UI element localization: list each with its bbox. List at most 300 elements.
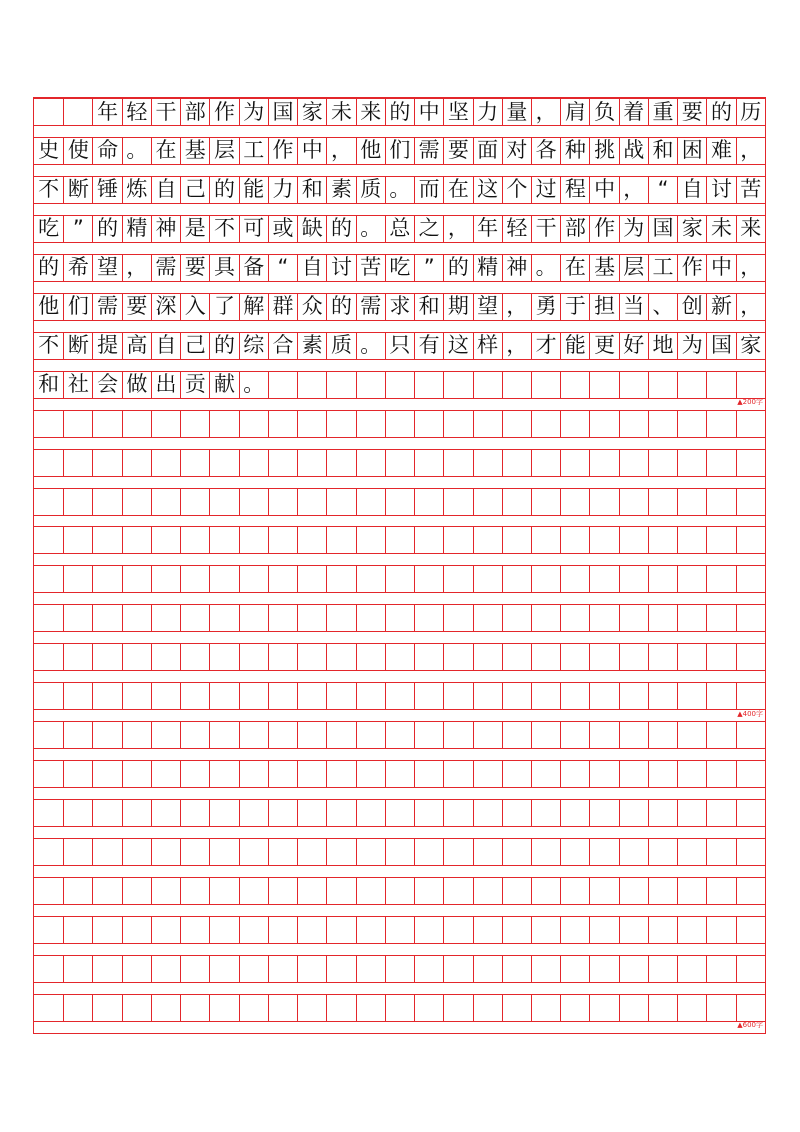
essay-char: 。 <box>535 255 557 280</box>
essay-char: ” <box>423 255 435 280</box>
grid-cell <box>443 722 472 748</box>
grid-cell <box>92 372 121 398</box>
grid-cell <box>736 605 765 631</box>
grid-cell <box>297 450 326 476</box>
grid-cell <box>180 411 209 437</box>
grid-cell <box>677 566 706 592</box>
grid-cell <box>473 333 502 359</box>
grid-cell <box>326 99 355 125</box>
grid-cell <box>92 644 121 670</box>
grid-cell <box>34 450 63 476</box>
grid-cell <box>648 761 677 787</box>
grid-cell <box>677 995 706 1021</box>
grid-cell <box>677 450 706 476</box>
essay-char: 中 <box>594 177 616 202</box>
word-count-marker: ▲400字 <box>737 709 763 718</box>
grid-cell <box>589 839 618 865</box>
essay-char: 着 <box>623 99 645 124</box>
essay-char: 或 <box>272 216 294 241</box>
grid-cell <box>443 450 472 476</box>
grid-cell <box>268 489 297 515</box>
grid-cell <box>209 683 238 709</box>
essay-char: 要 <box>184 255 206 280</box>
grid-cell <box>706 372 735 398</box>
grid-cell <box>706 800 735 826</box>
grid-cell <box>92 489 121 515</box>
grid-cell <box>560 761 589 787</box>
grid-cell <box>502 956 531 982</box>
essay-char: 苦 <box>740 177 762 202</box>
grid-cell <box>180 878 209 904</box>
grid-cell <box>502 761 531 787</box>
essay-char: 基 <box>594 255 616 280</box>
grid-cell <box>648 683 677 709</box>
grid-cell <box>619 333 648 359</box>
grid-cell <box>473 489 502 515</box>
grid-cell <box>648 605 677 631</box>
grid-cell <box>443 761 472 787</box>
grid-row <box>34 721 765 749</box>
grid-row <box>34 410 765 438</box>
essay-char: 总 <box>389 216 411 241</box>
grid-cell <box>151 839 180 865</box>
grid-cell <box>589 99 618 125</box>
grid-cell <box>589 722 618 748</box>
grid-cell <box>92 99 121 125</box>
grid-cell <box>736 216 765 242</box>
grid-cell <box>473 372 502 398</box>
grid-cell <box>326 138 355 164</box>
grid-cell <box>180 566 209 592</box>
grid-cell <box>326 294 355 320</box>
grid-cell <box>414 255 443 281</box>
grid-cell <box>239 605 268 631</box>
grid-cell <box>473 800 502 826</box>
essay-char: 家 <box>740 333 762 358</box>
grid-cell <box>268 722 297 748</box>
grid-cell <box>34 722 63 748</box>
grid-cell <box>619 489 648 515</box>
essay-char: 。 <box>126 138 148 163</box>
grid-cell <box>34 644 63 670</box>
grid-cell <box>356 294 385 320</box>
grid-cell <box>180 99 209 125</box>
essay-char: 神 <box>155 216 177 241</box>
grid-row <box>34 215 765 243</box>
grid-cell <box>502 800 531 826</box>
grid-cell <box>122 839 151 865</box>
grid-cell <box>151 489 180 515</box>
grid-cell <box>356 683 385 709</box>
grid-row <box>34 604 765 632</box>
grid-cell <box>502 489 531 515</box>
grid-row <box>34 98 765 126</box>
grid-cell <box>180 605 209 631</box>
grid-cell <box>122 761 151 787</box>
essay-char: 层 <box>623 255 645 280</box>
essay-char: 力 <box>477 99 499 124</box>
essay-char: ， <box>126 255 148 280</box>
grid-cell <box>297 605 326 631</box>
grid-cell <box>648 411 677 437</box>
grid-cell <box>677 839 706 865</box>
grid-row <box>34 643 765 671</box>
grid-cell <box>414 995 443 1021</box>
essay-char: ， <box>447 216 469 241</box>
grid-cell <box>443 683 472 709</box>
grid-cell <box>122 177 151 203</box>
grid-cell <box>356 878 385 904</box>
grid-cell <box>239 800 268 826</box>
grid-cell <box>122 605 151 631</box>
grid-cell <box>356 99 385 125</box>
grid-cell <box>34 761 63 787</box>
grid-cell <box>473 216 502 242</box>
grid-cell <box>619 956 648 982</box>
grid-cell <box>531 255 560 281</box>
grid-cell <box>63 372 92 398</box>
grid-cell <box>414 761 443 787</box>
grid-cell <box>736 177 765 203</box>
grid-cell <box>63 956 92 982</box>
grid-cell <box>63 216 92 242</box>
essay-char: 困 <box>681 138 703 163</box>
essay-char: ， <box>623 177 645 202</box>
grid-cell <box>63 177 92 203</box>
grid-cell <box>677 294 706 320</box>
grid-cell <box>385 761 414 787</box>
grid-cell <box>297 138 326 164</box>
grid-cell <box>209 917 238 943</box>
grid-cell <box>706 878 735 904</box>
essay-char: 苦 <box>360 255 382 280</box>
essay-char: 求 <box>389 294 411 319</box>
grid-cell <box>677 255 706 281</box>
grid-cell <box>63 917 92 943</box>
grid-row <box>34 526 765 554</box>
grid-cell <box>706 489 735 515</box>
grid-cell <box>239 566 268 592</box>
grid-cell <box>122 411 151 437</box>
grid-cell <box>443 527 472 553</box>
grid-cell <box>560 527 589 553</box>
grid-cell <box>443 255 472 281</box>
essay-char: 基 <box>184 138 206 163</box>
essay-char: 献 <box>214 372 236 397</box>
grid-cell <box>268 294 297 320</box>
grid-cell <box>531 995 560 1021</box>
grid-row <box>34 332 765 360</box>
grid-cell <box>268 527 297 553</box>
essay-char: 量 <box>506 99 528 124</box>
grid-cell <box>736 878 765 904</box>
grid-cell <box>443 372 472 398</box>
essay-char: 家 <box>681 216 703 241</box>
grid-cell <box>326 177 355 203</box>
essay-char: 重 <box>652 99 674 124</box>
grid-cell <box>589 527 618 553</box>
grid-cell <box>356 216 385 242</box>
grid-cell <box>92 333 121 359</box>
essay-char: 在 <box>155 138 177 163</box>
grid-cell <box>297 644 326 670</box>
essay-char: 这 <box>447 333 469 358</box>
essay-char: 这 <box>477 177 499 202</box>
grid-cell <box>414 644 443 670</box>
grid-cell <box>706 683 735 709</box>
essay-char: 断 <box>67 177 89 202</box>
grid-cell <box>92 800 121 826</box>
grid-cell <box>502 722 531 748</box>
grid-cell <box>297 878 326 904</box>
essay-char: 个 <box>506 177 528 202</box>
grid-cell <box>619 527 648 553</box>
grid-cell <box>648 722 677 748</box>
grid-cell <box>706 255 735 281</box>
essay-char: 己 <box>184 333 206 358</box>
grid-cell <box>63 722 92 748</box>
essay-char: 程 <box>564 177 586 202</box>
grid-cell <box>151 138 180 164</box>
grid-cell <box>209 644 238 670</box>
grid-cell <box>736 372 765 398</box>
essay-char: 只 <box>389 333 411 358</box>
grid-cell <box>648 216 677 242</box>
grid-cell <box>531 644 560 670</box>
grid-cell <box>560 411 589 437</box>
essay-char: 干 <box>155 99 177 124</box>
grid-cell <box>297 761 326 787</box>
essay-char: 的 <box>38 255 60 280</box>
grid-cell <box>473 99 502 125</box>
grid-cell <box>151 878 180 904</box>
grid-cell <box>677 683 706 709</box>
grid-cell <box>443 995 472 1021</box>
grid-cell <box>122 800 151 826</box>
grid-cell <box>414 566 443 592</box>
grid-cell <box>63 800 92 826</box>
grid-cell <box>736 761 765 787</box>
essay-char: 肩 <box>564 99 586 124</box>
grid-cell <box>385 605 414 631</box>
essay-char: 难 <box>711 138 732 163</box>
grid-cell <box>706 956 735 982</box>
grid-cell <box>122 566 151 592</box>
essay-char: 坚 <box>447 99 469 124</box>
grid-cell <box>122 216 151 242</box>
grid-cell <box>706 839 735 865</box>
grid-cell <box>356 411 385 437</box>
grid-cell <box>677 878 706 904</box>
grid-row <box>34 799 765 827</box>
grid-cell <box>326 956 355 982</box>
essay-char: ， <box>535 99 557 124</box>
essay-char: 会 <box>97 372 119 397</box>
grid-cell <box>619 255 648 281</box>
grid-cell <box>239 450 268 476</box>
grid-cell <box>531 411 560 437</box>
grid-cell <box>209 411 238 437</box>
grid-cell <box>502 99 531 125</box>
grid-cell <box>356 333 385 359</box>
grid-cell <box>356 450 385 476</box>
grid-cell <box>385 294 414 320</box>
grid-cell <box>502 566 531 592</box>
grid-cell <box>63 566 92 592</box>
grid-cell <box>706 566 735 592</box>
grid-cell <box>677 761 706 787</box>
grid-cell <box>706 99 735 125</box>
essay-char: ， <box>506 294 528 319</box>
essay-char: 己 <box>184 177 206 202</box>
grid-cell <box>443 839 472 865</box>
grid-cell <box>560 294 589 320</box>
grid-cell <box>92 294 121 320</box>
grid-row <box>34 760 765 788</box>
grid-cell <box>736 333 765 359</box>
essay-char: 可 <box>243 216 265 241</box>
grid-cell <box>34 333 63 359</box>
essay-char: 希 <box>67 255 89 280</box>
essay-char: 不 <box>38 177 60 202</box>
grid-cell <box>92 683 121 709</box>
essay-char: 解 <box>243 294 265 319</box>
essay-char: 地 <box>652 333 674 358</box>
essay-char: ， <box>506 333 528 358</box>
essay-char: 担 <box>594 294 616 319</box>
grid-cell <box>34 605 63 631</box>
grid-cell <box>239 216 268 242</box>
grid-cell <box>736 644 765 670</box>
essay-char: 的 <box>97 216 119 241</box>
grid-cell <box>209 333 238 359</box>
grid-cell <box>151 917 180 943</box>
grid-cell <box>180 683 209 709</box>
grid-cell <box>63 333 92 359</box>
essay-char: 社 <box>67 372 89 397</box>
essay-char: 为 <box>243 99 265 124</box>
grid-cell <box>473 294 502 320</box>
grid-cell <box>414 294 443 320</box>
grid-cell <box>531 99 560 125</box>
grid-cell <box>63 294 92 320</box>
grid-cell <box>531 878 560 904</box>
grid-cell <box>502 450 531 476</box>
grid-cell <box>706 644 735 670</box>
grid-cell <box>736 683 765 709</box>
grid-cell <box>385 917 414 943</box>
grid-cell <box>34 489 63 515</box>
grid-cell <box>297 566 326 592</box>
essay-char: 新 <box>711 294 732 319</box>
grid-cell <box>268 138 297 164</box>
essay-char: 的 <box>711 99 732 124</box>
grid-cell <box>560 683 589 709</box>
grid-cell <box>648 878 677 904</box>
grid-cell <box>560 722 589 748</box>
grid-cell <box>239 722 268 748</box>
essay-char: 国 <box>272 99 294 124</box>
essay-char: 中 <box>301 138 323 163</box>
essay-char: 国 <box>652 216 674 241</box>
grid-cell <box>34 683 63 709</box>
grid-cell <box>619 138 648 164</box>
grid-cell <box>589 956 618 982</box>
grid-cell <box>92 450 121 476</box>
grid-cell <box>268 566 297 592</box>
grid-cell <box>180 956 209 982</box>
essay-char: 作 <box>272 138 294 163</box>
grid-cell <box>239 761 268 787</box>
grid-cell <box>443 917 472 943</box>
grid-cell <box>151 99 180 125</box>
grid-cell <box>122 995 151 1021</box>
grid-cell <box>589 333 618 359</box>
grid-cell <box>326 722 355 748</box>
grid-cell <box>151 450 180 476</box>
grid-cell <box>385 722 414 748</box>
grid-cell <box>63 527 92 553</box>
grid-cell <box>180 761 209 787</box>
grid-cell <box>473 177 502 203</box>
essay-char: 更 <box>594 333 616 358</box>
grid-cell <box>502 605 531 631</box>
grid-cell <box>736 917 765 943</box>
grid-cell <box>385 644 414 670</box>
grid-cell <box>297 333 326 359</box>
grid-cell <box>619 372 648 398</box>
grid-cell <box>589 917 618 943</box>
essay-char: 讨 <box>711 177 732 202</box>
grid-cell <box>648 138 677 164</box>
essay-char: “ <box>277 255 289 280</box>
grid-cell <box>268 839 297 865</box>
grid-cell <box>92 839 121 865</box>
essay-char: ， <box>740 138 762 163</box>
grid-cell <box>297 411 326 437</box>
grid-cell <box>619 878 648 904</box>
grid-cell <box>677 800 706 826</box>
grid-cell <box>473 878 502 904</box>
essay-char: 来 <box>740 216 762 241</box>
grid-cell <box>268 177 297 203</box>
essay-char: 。 <box>360 333 382 358</box>
essay-char: 好 <box>623 333 645 358</box>
grid-cell <box>648 177 677 203</box>
grid-cell <box>706 527 735 553</box>
grid-cell <box>736 566 765 592</box>
grid-cell <box>34 216 63 242</box>
essay-char: 来 <box>360 99 382 124</box>
essay-char: 对 <box>506 138 528 163</box>
grid-cell <box>297 800 326 826</box>
grid-cell <box>268 800 297 826</box>
essay-char: 的 <box>330 294 352 319</box>
grid-cell <box>34 995 63 1021</box>
grid-cell <box>151 722 180 748</box>
grid-cell <box>151 566 180 592</box>
grid-cell <box>92 761 121 787</box>
grid-cell <box>151 255 180 281</box>
grid-cell <box>706 333 735 359</box>
grid-cell <box>531 722 560 748</box>
grid-cell <box>297 683 326 709</box>
grid-cell <box>473 956 502 982</box>
essay-char: 家 <box>301 99 323 124</box>
grid-cell <box>326 255 355 281</box>
grid-cell <box>385 177 414 203</box>
grid-row <box>34 449 765 477</box>
